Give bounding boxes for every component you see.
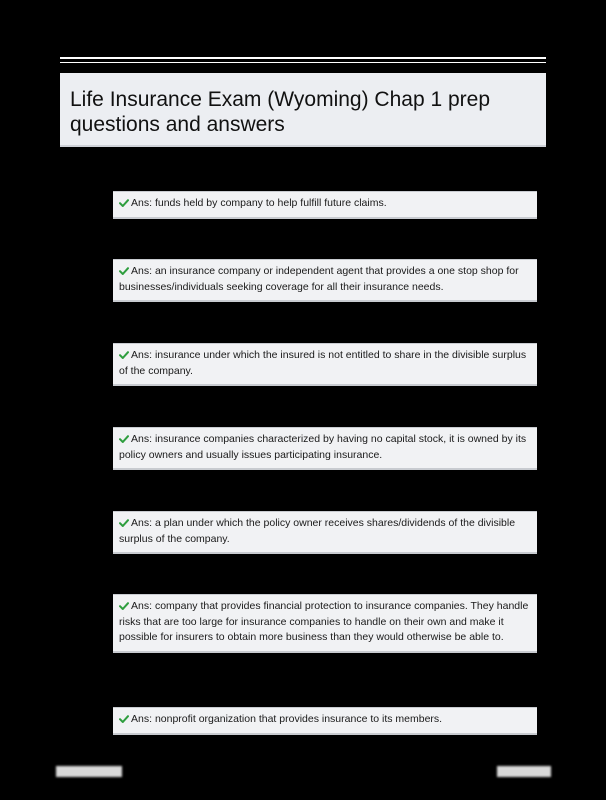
answer-prefix: Ans:	[131, 517, 153, 529]
answer-box	[113, 427, 537, 470]
answer-prefix: Ans:	[131, 349, 153, 361]
answer-text: insurance companies characterized by having no capital stock, it is owned by its policy owners and usually issues participating insurance.	[119, 433, 527, 461]
answer-text: nonprofit organization that provides insurance to its members.	[154, 713, 443, 725]
title-box	[60, 73, 546, 147]
check-icon	[119, 602, 129, 610]
check-icon	[119, 519, 129, 527]
answer-text: a plan under which the policy owner receives shares/dividends of the divisible surplus of the company.	[119, 517, 516, 545]
check-icon	[119, 267, 129, 275]
footer-left-blurred-text	[56, 766, 122, 777]
answer-box	[113, 594, 537, 653]
answer-prefix: Ans:	[131, 265, 153, 277]
answer-text: an insurance company or independent agent that provides a one stop shop for businesses/individuals seeking coverage for all their insurance needs.	[119, 265, 519, 293]
answer-box	[113, 191, 537, 219]
page-title: Life Insurance Exam (Wyoming) Chap 1 prep questions and answers	[70, 88, 490, 136]
answer-prefix: Ans:	[131, 600, 153, 612]
answer-prefix: Ans:	[131, 713, 153, 725]
top-rule	[60, 57, 546, 63]
answer-text: insurance under which the insured is not entitled to share in the divisible surplus of the company.	[119, 349, 527, 377]
answer-prefix: Ans:	[131, 433, 153, 445]
check-icon	[119, 435, 129, 443]
answer-box	[113, 343, 537, 386]
answer-text: company that provides financial protection to insurance companies. They handle risks that are too large for insurance companies to handle on their own and make it possible for insurers to obtain more business than they would otherwise be able to.	[119, 600, 529, 643]
answer-box	[113, 259, 537, 302]
answer-box	[113, 707, 537, 735]
check-icon	[119, 715, 129, 723]
answer-text: funds held by company to help fulfill future claims.	[154, 197, 387, 209]
check-icon	[119, 199, 129, 207]
check-icon	[119, 351, 129, 359]
answer-prefix: Ans:	[131, 197, 153, 209]
footer-right-blurred-text	[497, 766, 551, 777]
answer-box	[113, 511, 537, 554]
